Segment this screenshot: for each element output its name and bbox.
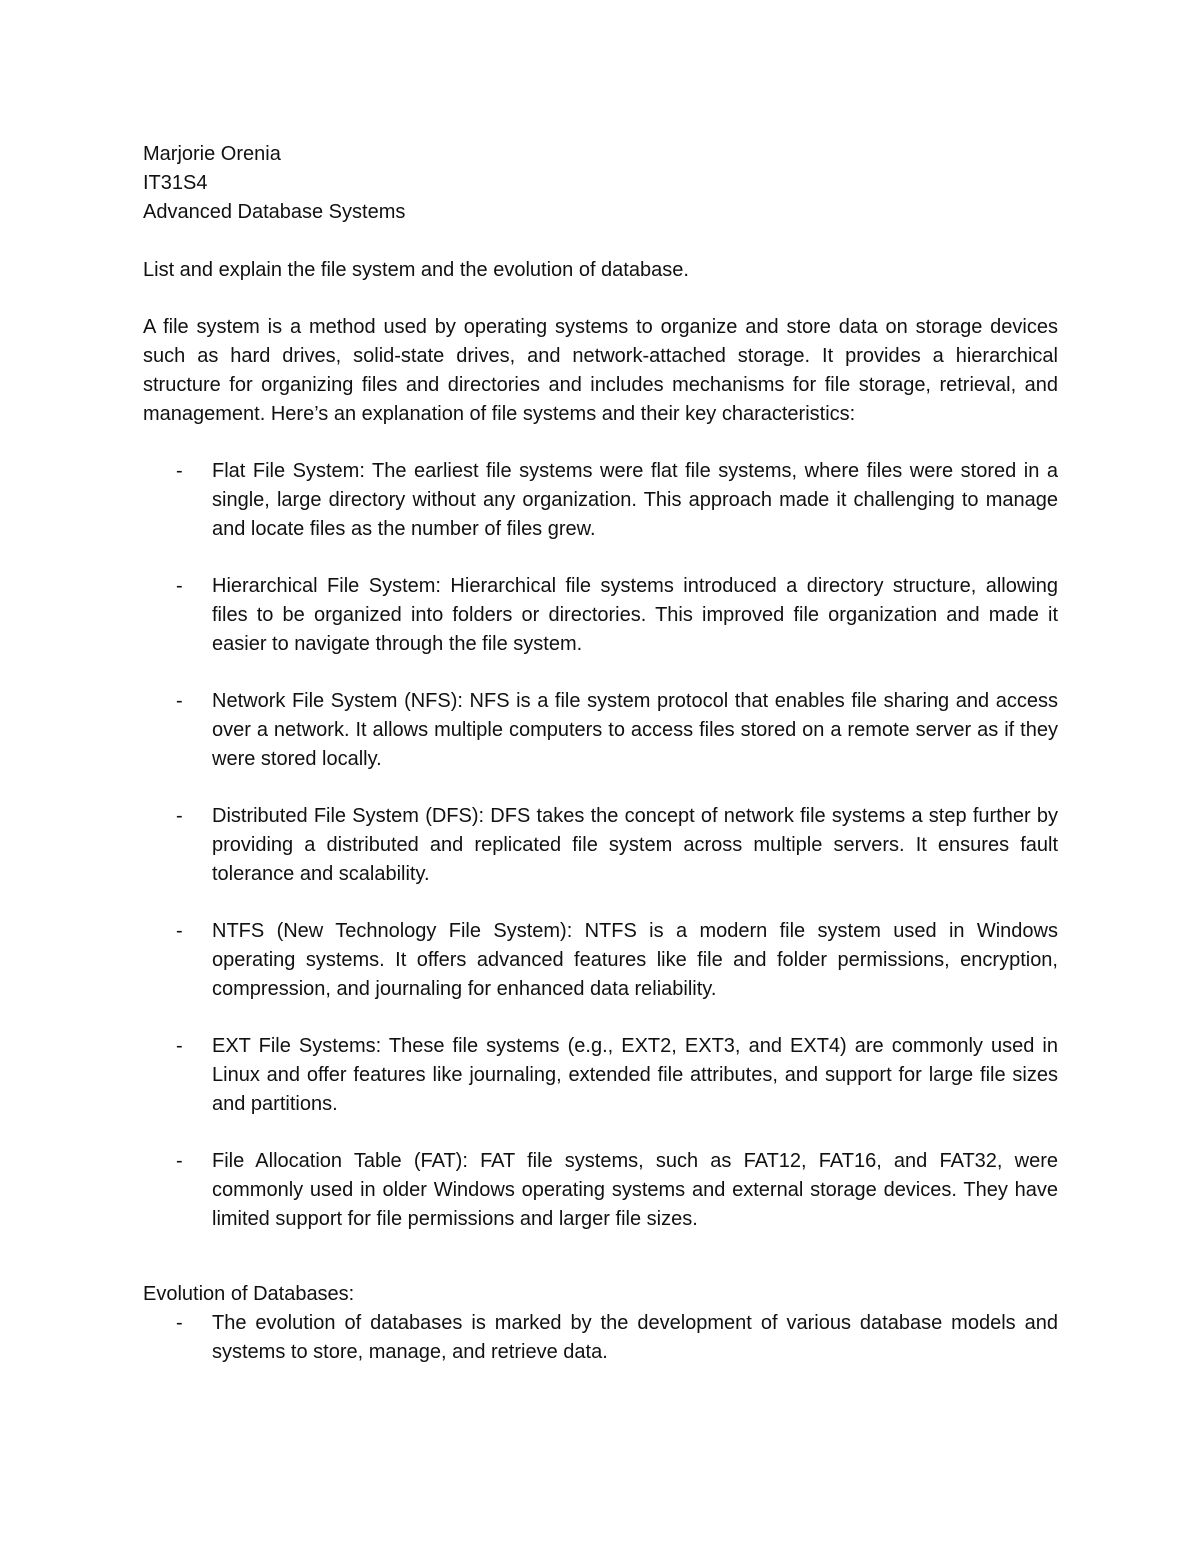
list-item [143, 917, 1058, 1004]
list-item [143, 802, 1058, 889]
list-item [143, 1032, 1058, 1119]
bullet-dash: - [176, 1150, 183, 1172]
file-system-list [143, 457, 1058, 1234]
list-item [143, 1147, 1058, 1234]
list-item [143, 1309, 1058, 1367]
bullet-dash: - [176, 805, 183, 827]
list-item-text: Hierarchical File System: Hierarchical file systems introduced a directory structure, allowing files to be organized into folders or directories. This improved file organization and made it easier to navigate through the file system. [212, 575, 1058, 655]
list-item [143, 457, 1058, 544]
bullet-dash: - [176, 460, 183, 482]
list-item [143, 687, 1058, 774]
bullet-dash: - [176, 575, 183, 597]
list-item-text: Distributed File System (DFS): DFS takes the concept of network file systems a step further by providing a distributed and replicated file system across multiple servers. It ensures fault tolerance and scalability. [212, 805, 1058, 885]
assignment-question: List and explain the file system and the evolution of database. [143, 259, 689, 281]
course-title: Advanced Database Systems [143, 201, 406, 223]
list-item-text: File Allocation Table (FAT): FAT file systems, such as FAT12, FAT16, and FAT32, were commonly used in older Windows operating systems and external storage devices. They have limited support for file permissions and larger file sizes. [212, 1150, 1058, 1230]
section-code: IT31S4 [143, 172, 208, 194]
evolution-heading: Evolution of Databases: [143, 1283, 355, 1305]
bullet-dash: - [176, 1035, 183, 1057]
list-item-text: Flat File System: The earliest file systems were flat file systems, where files were stored in a single, large directory without any organization. This approach made it challenging to manage and locate files as the number of files grew. [212, 460, 1058, 540]
bullet-dash: - [176, 690, 183, 712]
list-item-text: Network File System (NFS): NFS is a file system protocol that enables file sharing and access over a network. It allows multiple computers to access files stored on a remote server as if they were stored locally. [212, 690, 1058, 770]
evolution-list [143, 1309, 1058, 1367]
intro-paragraph: A file system is a method used by operating systems to organize and store data on storage devices such as hard drives, solid-state drives, and network-attached storage. It provides a hierarchical structure for organizing files and directories and includes mechanisms for file storage, retrieval, and management. Here’s an explanation of file systems and their key characteristics: [143, 316, 1058, 425]
bullet-dash: - [176, 920, 183, 942]
list-item-text: EXT File Systems: These file systems (e.g., EXT2, EXT3, and EXT4) are commonly used in Linux and offer features like journaling, extended file attributes, and support for large file sizes and partitions. [212, 1035, 1058, 1115]
author-name: Marjorie Orenia [143, 143, 281, 165]
list-item-text: The evolution of databases is marked by the development of various database models and systems to store, manage, and retrieve data. [212, 1312, 1058, 1363]
document-page [143, 140, 1058, 1395]
list-item-text: NTFS (New Technology File System): NTFS is a modern file system used in Windows operating systems. It offers advanced features like file and folder permissions, encryption, compression, and journaling for enhanced data reliability. [212, 920, 1058, 1000]
list-item [143, 572, 1058, 659]
bullet-dash: - [176, 1312, 183, 1334]
